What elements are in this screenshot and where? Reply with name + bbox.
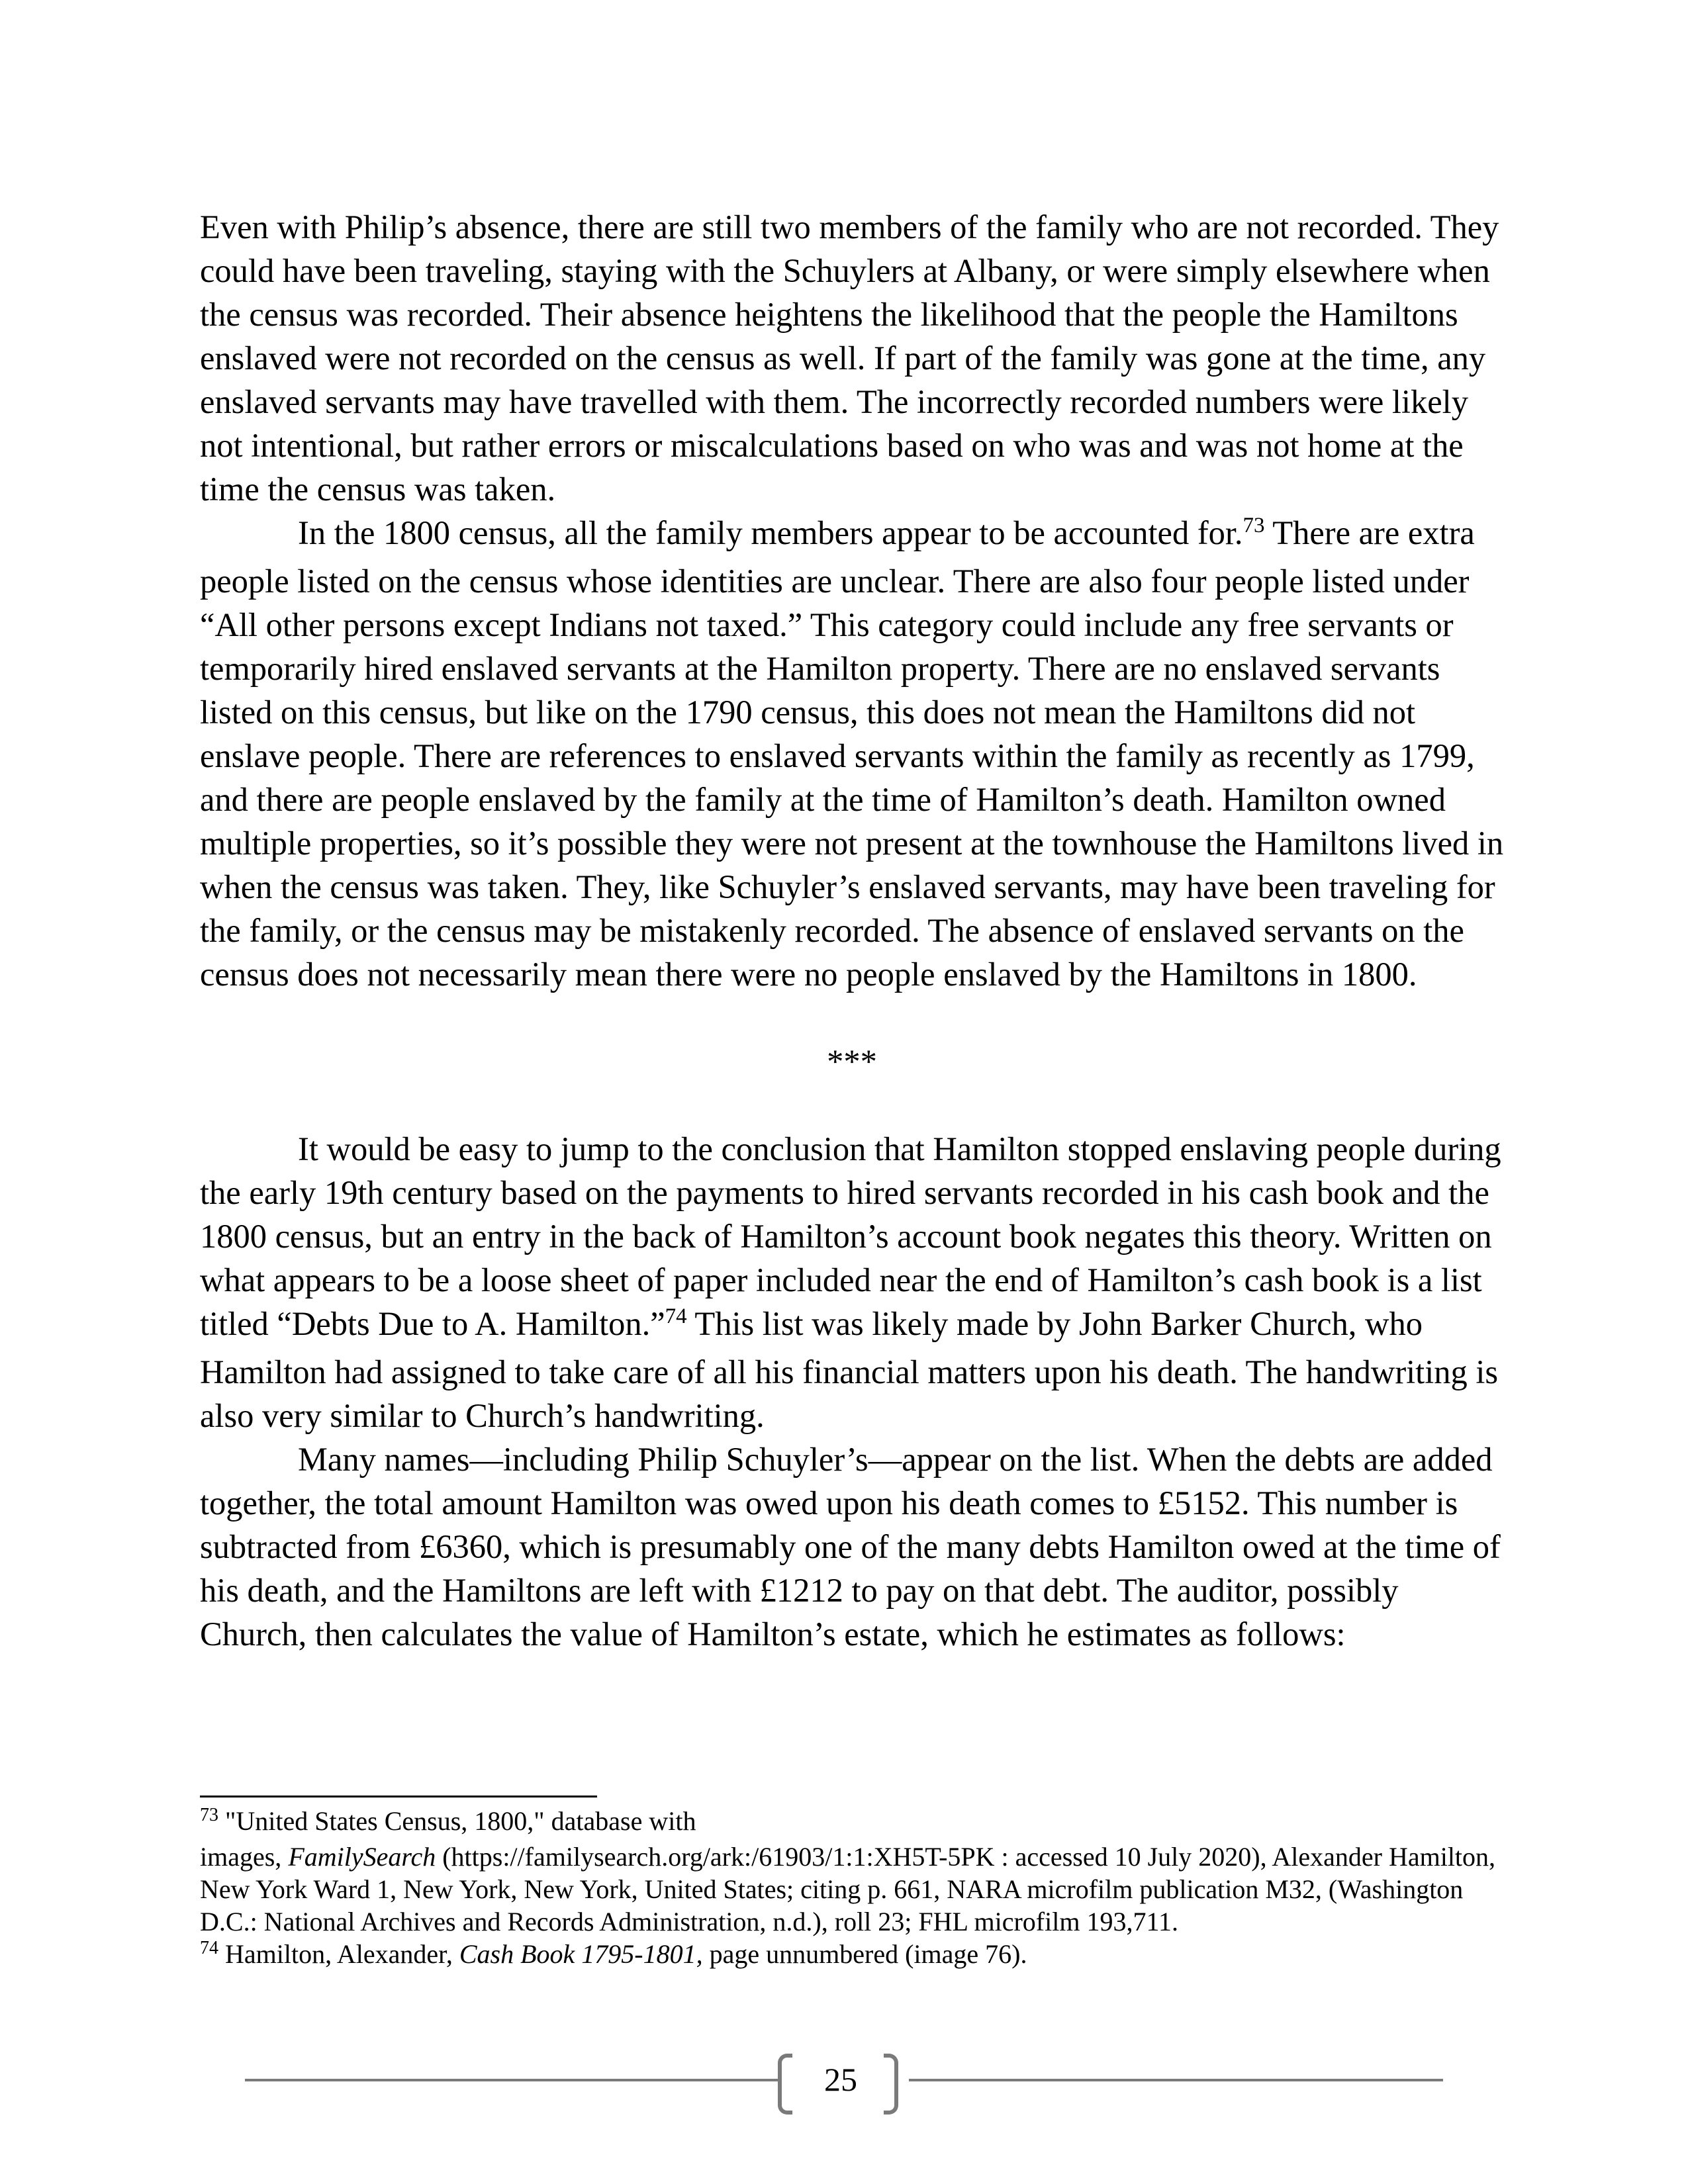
paragraph-4: Many names—including Philip Schuyler’s—appear on the list. When the debts are added together, the total amount Hamilton was owed upon his death comes to £5152. This number is subtracted from £6360, which is presumably one of the many debts Hamilton owed at the time of his death, and the Hamiltons are left with £1212 to pay on that debt. The auditor, possibly Church, then calculates the value of Hamilton’s estate, which he estimates as follows:: [200, 1441, 1501, 1653]
page-footer: [245, 2048, 1443, 2115]
footer-bracket-right-icon: [884, 2054, 898, 2115]
footnote-73-number: 73: [200, 1805, 218, 1825]
footnote-73-continued: [200, 1841, 1504, 1938]
footer-bracket-left-icon: [778, 2054, 792, 2115]
footnote-74-text-a: Hamilton, Alexander,: [218, 1939, 459, 1969]
paragraph-3-text-a: It would be easy to jump to the conclusion that Hamilton stopped enslaving people during the early 19th century based on the payments to hired servants recorded in his cash book and the 1800 census, but an entry in the back of Hamilton’s account book negates this theory. Written on what appears to be a loose sheet of paper included near the end of Hamilton’s cash book is a list titled “Debts Due to A. Hamilton.”: [200, 1130, 1501, 1342]
paragraph-3-text-b: This list was likely made by John Barker Church, who Hamilton had assigned to take care of all his financial matters upon his death. The handwriting is also very similar to Church’s handwriting.: [200, 1305, 1499, 1434]
section-separator: ***: [827, 1043, 877, 1080]
footnote-74-text-b: page unnumbered (image 76).: [702, 1939, 1027, 1969]
paragraph-2-text-b: There are extra people listed on the census whose identities are unclear. There are also four people listed under “All other persons except Indians not taxed.” This category could include any free servants or temporarily hired enslaved servants at the Hamilton property. There are no enslaved servants listed on this census, but like on the 1790 census, this does not mean the Hamiltons did not enslave people. There are references to enslaved servants within the family as recently as 1799, and there are people enslaved by the family at the time of Hamilton’s death. Hamilton owned multiple properties, so it’s possible they were not present at the townhouse the Hamiltons lived in when the census was taken. They, like Schuyler’s enslaved servants, may have been traveling for the family, or the census may be mistakenly recorded. The absence of enslaved servants on the census does not necessarily mean there were no people enslaved by the Hamiltons in 1800.: [200, 514, 1504, 993]
footnote-73: [200, 1805, 1504, 1841]
footnote-ref-74[interactable]: 74: [665, 1304, 687, 1328]
footer-rule-right: [909, 2079, 1443, 2081]
footnotes: [200, 1805, 1504, 1974]
footnote-73-source-title: FamilySearch: [288, 1842, 436, 1872]
footnote-73-text-a: "United States Census, 1800," database with: [218, 1806, 696, 1836]
footnote-74-number: 74: [200, 1938, 218, 1958]
footnote-73-text-b: images,: [200, 1842, 289, 1872]
paragraph-1: Even with Philip’s absence, there are still two members of the family who are not recorded. They could have been traveling, staying with the Schuylers at Albany, or were simply elsewhere when the census was recorded. Their absence heightens the likelihood that the people the Hamiltons enslaved were not recorded on the census as well. If part of the family was gone at the time, any enslaved servants may have travelled with them. The incorrectly recorded numbers were likely not intentional, but rather errors or miscalculations based on who was and was not home at the time the census was taken.: [200, 208, 1499, 508]
spacer: [200, 996, 1504, 1040]
paragraph-2-text-a: In the 1800 census, all the family members appear to be accounted for.: [298, 514, 1243, 551]
footnote-74: [200, 1938, 1504, 1974]
paragraph-3: [200, 1127, 1504, 1437]
paragraph-2: [200, 511, 1504, 996]
page-number: 25: [824, 2061, 857, 2098]
footnote-ref-73[interactable]: 73: [1243, 514, 1265, 537]
footnote-divider: [200, 1796, 597, 1797]
footer-rule-left: [245, 2079, 778, 2081]
footnote-73-text-c: (https://familysearch.org/ark:/61903/1:1:XH5T-5PK : accessed 10 July 2020), Alexander Hamilton, New York Ward 1, New York, New York, United States; citing p. 661, NARA microfilm publication M32, (Washington D.C.: National Archives and Records Administration, n.d.), roll 23; FHL microfilm 193,711.: [200, 1842, 1496, 1936]
main-text: [200, 205, 1504, 1656]
footnote-74-source-title: Cash Book 1795-1801,: [459, 1939, 703, 1969]
